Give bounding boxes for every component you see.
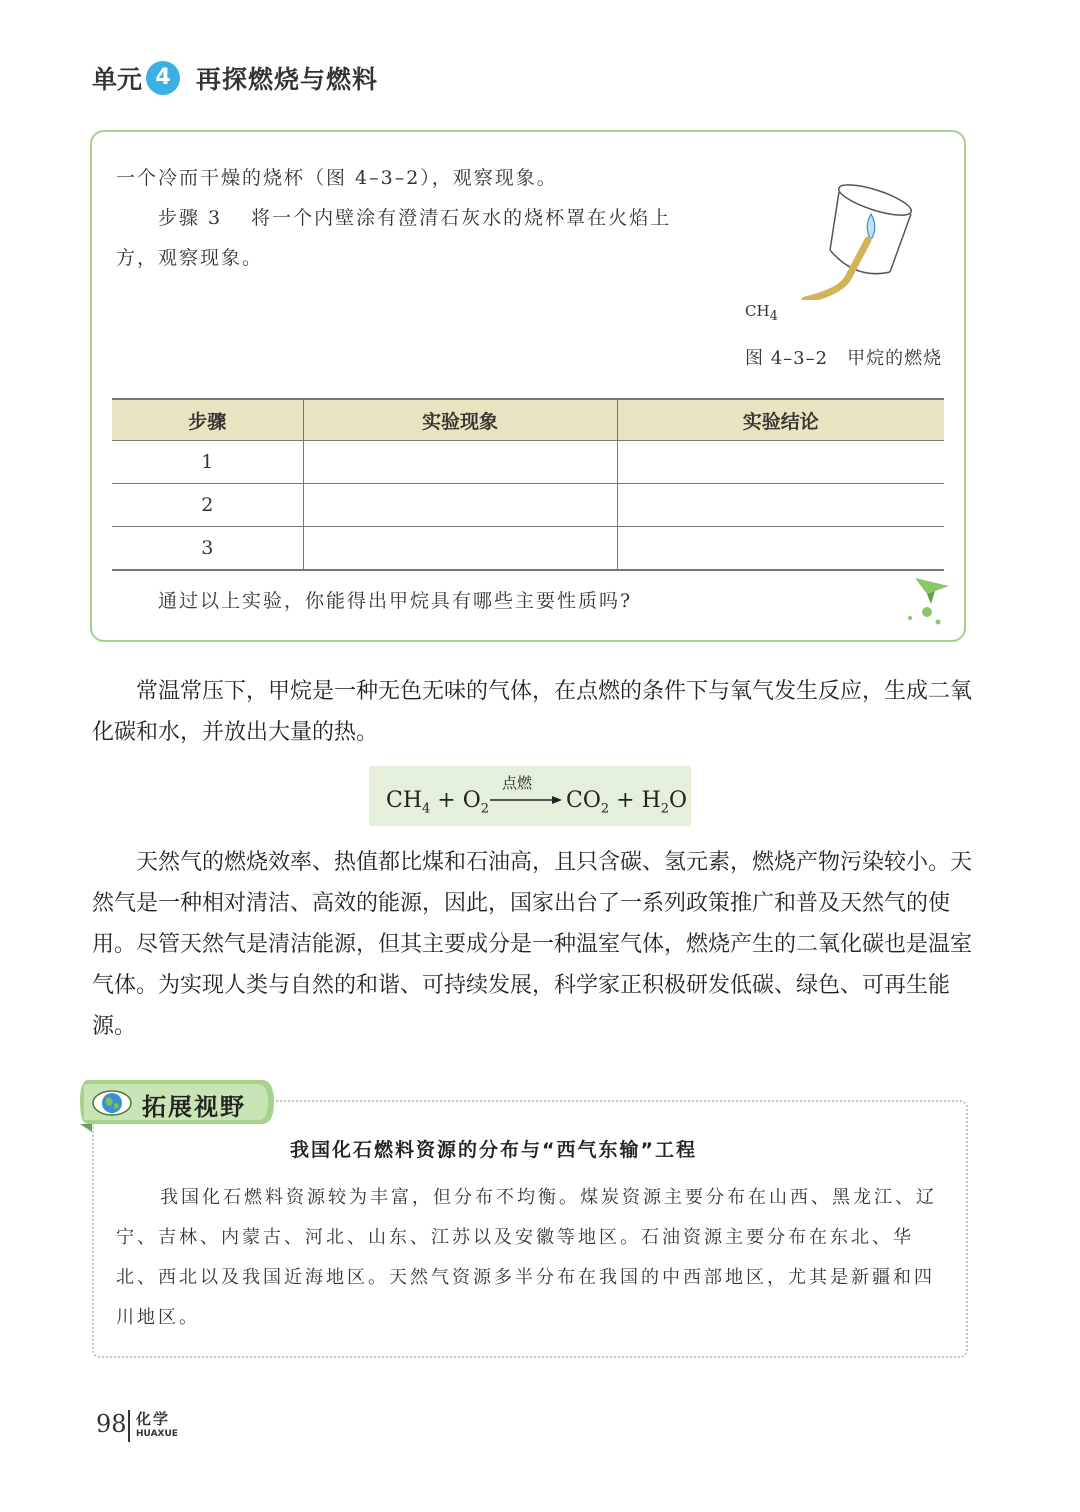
footer-divider [128, 1410, 130, 1442]
table-cell [303, 527, 617, 571]
step-3-text: 步骤 3 将一个内壁涂有澄清石灰水的烧杯罩在火焰上 [158, 207, 672, 229]
unit-label: 单元 [92, 65, 143, 94]
activity-text-line: 一个冷而干燥的烧杯（图 4–3–2），观察现象。 [116, 167, 558, 189]
table-row [112, 484, 944, 527]
globe-icon [92, 1084, 132, 1122]
table-cell [617, 527, 944, 571]
subject-name: 化学 [136, 1410, 171, 1428]
gas-formula-subscript: 4 [769, 309, 778, 324]
gas-formula: CH [745, 302, 770, 320]
extension-title: 拓展视野 [142, 1093, 246, 1121]
table-cell: 1 [112, 441, 303, 484]
gas-tube-icon [788, 240, 868, 300]
equation-condition: 点燃 [502, 774, 533, 792]
step-3-continuation: 方，观察现象。 [116, 247, 264, 269]
table-cell [617, 441, 944, 484]
table-header-row [112, 399, 944, 441]
activity-question: 通过以上实验，你能得出甲烷具有哪些主要性质吗? [158, 590, 633, 612]
table-row [112, 441, 944, 484]
paper-plane-icon [905, 574, 953, 628]
ch4-label [745, 302, 778, 324]
equation-reactants: $CH_4 + O_2$ [386, 788, 490, 817]
column-header: 实验现象 [303, 399, 617, 441]
unit-title: 再探燃烧与燃料 [196, 65, 379, 94]
subject-pinyin: HUAXUE [136, 1429, 178, 1439]
table-cell: 2 [112, 484, 303, 527]
body-paragraph-2: 天然气的燃烧效率、热值都比煤和石油高，且只含碳、氢元素，燃烧产物污染较小。天然气是一种相对清洁、高效的能源，因此，国家出台了一系列政策推广和普及天然气的使用。尽管天然气是清洁能源，但其主要成分是一种温室气体，燃烧产生的二氧化碳也是温室气体。为实现人类与自然的和谐、可持续发展，科学家正积极研发低碳、绿色、可再生能源。 [92, 850, 973, 1039]
column-header: 步骤 [112, 399, 303, 441]
extension-text: 我国化石燃料资源较为丰富，但分布不均衡。煤炭资源主要分布在山西、黑龙江、辽宁、吉林、内蒙古、河北、山东、江苏以及安徽等地区。石油资源主要分布在东北、华北、西北以及我国近海地区。天然气资源多半分布在我国的中西部地区，尤其是新疆和四川地区。 [116, 1187, 937, 1328]
table-cell [303, 484, 617, 527]
result-table [112, 398, 944, 571]
figure-caption: 图 4–3–2 甲烷的燃烧 [745, 348, 943, 369]
beaker-methane-figure [760, 180, 920, 300]
table-cell: 3 [112, 527, 303, 571]
column-header: 实验结论 [617, 399, 944, 441]
table-cell [303, 441, 617, 484]
equation-products: $CO_2 + H_2O$ [566, 788, 688, 817]
extension-heading: 我国化石燃料资源的分布与“西气东输”工程 [290, 1139, 697, 1161]
body-paragraph-1: 常温常压下，甲烷是一种无色无味的气体，在点燃的条件下与氧气发生反应，生成二氧化碳和水，并放出大量的热。 [92, 679, 973, 745]
table-row [112, 527, 944, 571]
table-cell [617, 484, 944, 527]
page-number: 98 [96, 1410, 127, 1438]
flame-icon [867, 214, 875, 238]
reaction-arrow-icon [490, 795, 562, 805]
unit-number-badge: 4 [146, 61, 180, 95]
